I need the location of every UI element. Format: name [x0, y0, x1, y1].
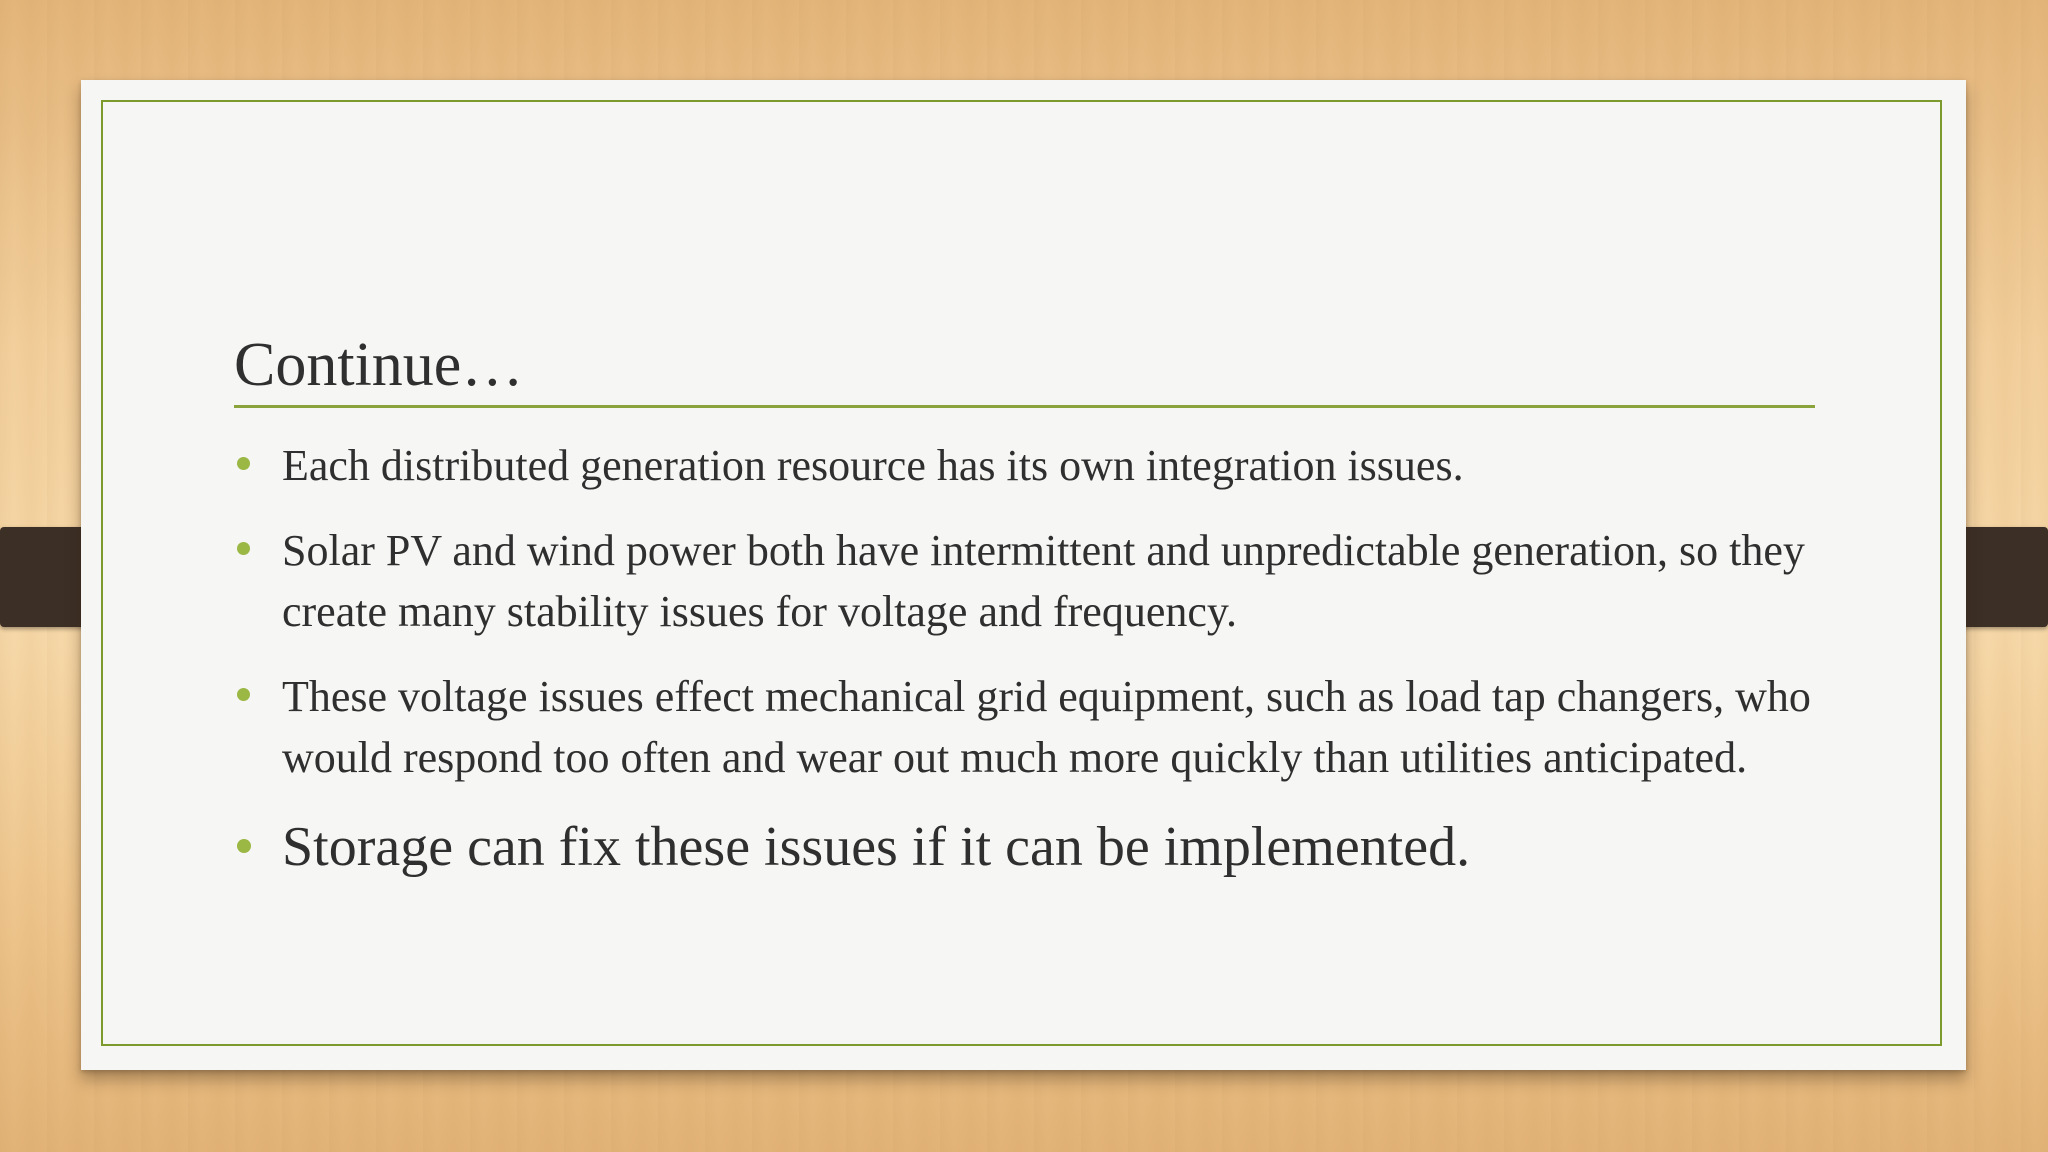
slide-card [81, 80, 1966, 1070]
bullet-dot-icon [237, 839, 251, 853]
bullet-text: These voltage issues effect mechanical grid equipment, such as load tap changers, who would respond too often and wear out much more quickly than utilities anticipated. [282, 672, 1811, 782]
bullet-text: Each distributed generation resource has its own integration issues. [282, 441, 1464, 490]
bullet-item [234, 520, 1854, 642]
bullet-text: Storage can fix these issues if it can be implemented. [282, 816, 1471, 878]
bullet-dot-icon [237, 542, 250, 555]
bullet-item [234, 435, 1854, 496]
title-underline [234, 405, 1815, 408]
bullet-dot-icon [237, 457, 250, 470]
bullet-text: Solar PV and wind power both have intermittent and unpredictable generation, so they create many stability issues for voltage and frequency. [282, 526, 1805, 636]
bullet-list [234, 435, 1854, 906]
bullet-item [234, 812, 1854, 882]
slide-title: Continue… [234, 331, 524, 399]
bullet-item [234, 666, 1854, 788]
bullet-dot-icon [237, 688, 250, 701]
